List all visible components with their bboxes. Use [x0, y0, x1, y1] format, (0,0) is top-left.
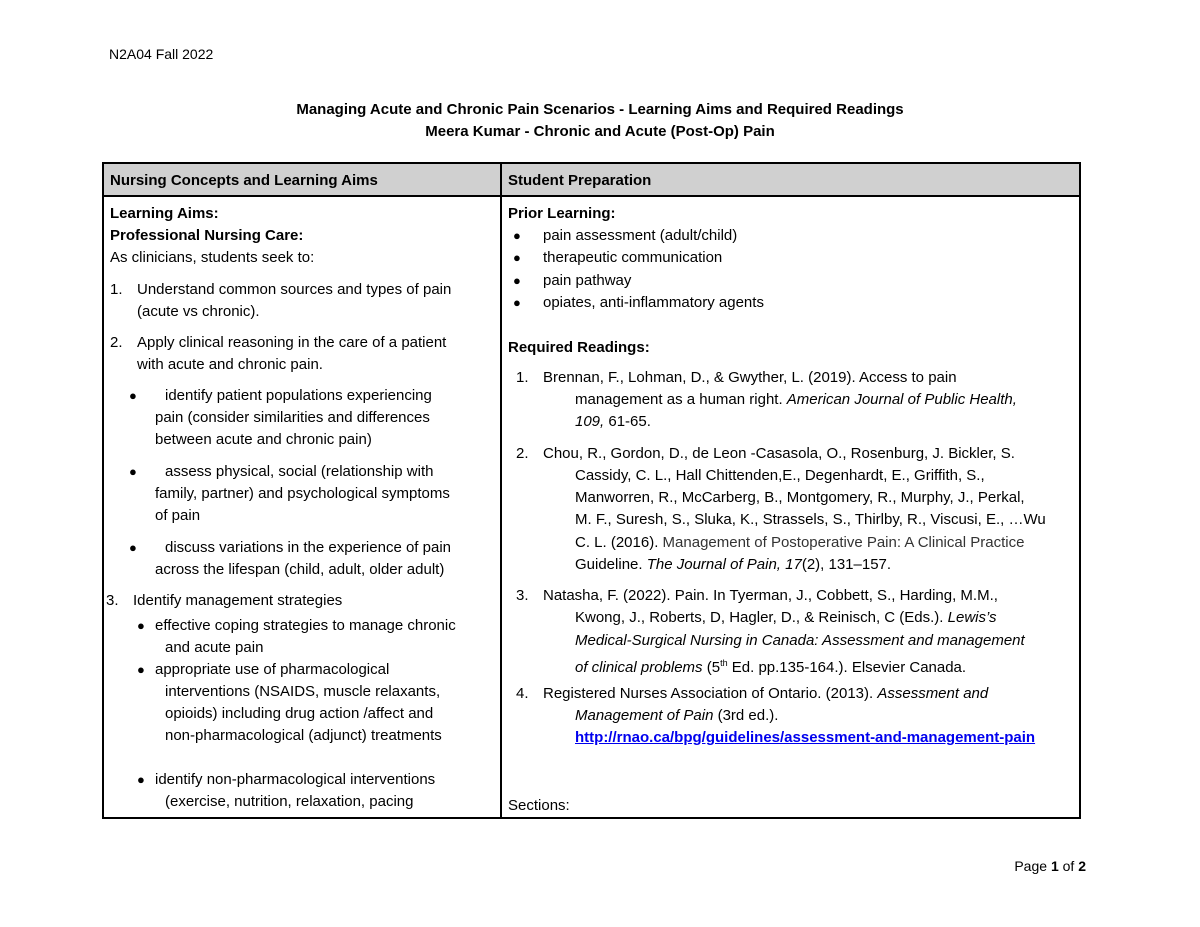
learning-aims-cell: [104, 197, 500, 817]
reading-3-number: 3.: [516, 587, 529, 604]
prior-item: pain pathway: [543, 272, 632, 289]
aim-2-number: 2.: [110, 334, 123, 351]
strategy-2-cont3: non-pharmacological (adjunct) treatments: [165, 727, 442, 744]
reading-4-text-cont: Management of Pain (3rd ed.).: [575, 707, 779, 724]
aim-2-text-cont: with acute and chronic pain.: [137, 356, 323, 373]
reading-3-text-cont2: Medical-Surgical Nursing in Canada: Assessment and management: [575, 632, 1025, 649]
reading-2-number: 2.: [516, 445, 529, 462]
sections-label: Sections:: [508, 797, 570, 814]
aim-2-bullet-1: identify patient populations experiencing: [165, 387, 432, 404]
aims-table: [102, 162, 1081, 819]
bullet-icon: ●: [137, 772, 145, 787]
reading-2-text-cont: Cassidy, C. L., Hall Chittenden,E., Degenhardt, E., Griffith, S.,: [575, 467, 985, 484]
strategy-3: identify non-pharmacological interventions: [155, 771, 436, 788]
course-code: N2A04 Fall 2022: [109, 46, 214, 62]
reading-1-text-cont: management as a human right. American Journal of Public Health,: [575, 391, 1017, 408]
strategy-3-cont: (exercise, nutrition, relaxation, pacing: [165, 793, 414, 810]
aim-1-number: 1.: [110, 281, 123, 298]
document-title: Managing Acute and Chronic Pain Scenarios - Learning Aims and Required Readings: [296, 101, 904, 118]
prior-item: therapeutic communication: [543, 249, 723, 266]
prior-item: pain assessment (adult/child): [543, 227, 738, 244]
learning-aims-heading: Learning Aims:: [110, 205, 219, 222]
professional-care-heading: Professional Nursing Care:: [110, 227, 304, 244]
bullet-icon: ●: [513, 273, 521, 288]
aim-2-bullet-3: discuss variations in the experience of pain: [165, 539, 451, 556]
aim-1-text-cont: (acute vs chronic).: [137, 303, 260, 320]
strategy-1-cont: and acute pain: [165, 639, 264, 656]
aim-2-bullet-1-cont: pain (consider similarities and differences: [155, 409, 430, 426]
aim-3-number: 3.: [106, 592, 119, 609]
reading-2-text-cont3: M. F., Suresh, S., Sluka, K., Strassels, S., Thirlby, R., Viscusi, E., …Wu: [575, 511, 1046, 528]
aims-intro: As clinicians, students seek to:: [110, 249, 315, 266]
reading-4-number: 4.: [516, 685, 529, 702]
rnao-guideline-link[interactable]: http://rnao.ca/bpg/guidelines/assessment-and-management-pain: [575, 729, 1036, 746]
reading-2-text-cont5: Guideline. The Journal of Pain, 17(2), 131–157.: [575, 556, 892, 573]
aim-2-text: Apply clinical reasoning in the care of a patient: [137, 334, 447, 351]
strategy-2: appropriate use of pharmacological: [155, 661, 390, 678]
reading-3-text-cont: Kwong, J., Roberts, D, Hagler, D., & Reinisch, C (Eds.). Lewis’s: [575, 609, 997, 626]
aim-2-bullet-2: assess physical, social (relationship with: [165, 463, 434, 480]
bullet-icon: ●: [129, 540, 137, 555]
reading-2-text-cont2: Manworren, R., McCarberg, B., Montgomery, R., Murphy, J., Perkal,: [575, 489, 1025, 506]
column-header-preparation: Student Preparation: [508, 172, 652, 189]
bullet-icon: ●: [129, 464, 137, 479]
reading-1-number: 1.: [516, 369, 529, 386]
aim-2-bullet-2-cont: family, partner) and psychological symptoms: [155, 485, 450, 502]
reading-1-text: Brennan, F., Lohman, D., & Gwyther, L. (2019). Access to pain: [543, 369, 957, 386]
bullet-icon: ●: [137, 618, 145, 633]
prior-learning-heading: Prior Learning:: [508, 205, 616, 222]
reading-1-text-cont2: 109, 61-65.: [575, 413, 651, 430]
required-readings-heading: Required Readings:: [508, 339, 650, 356]
table-header-row: [104, 164, 1079, 197]
strategy-2-cont: interventions (NSAIDS, muscle relaxants,: [165, 683, 441, 700]
aim-1-text: Understand common sources and types of pain: [137, 281, 452, 298]
column-header-concepts: Nursing Concepts and Learning Aims: [110, 172, 378, 189]
bullet-icon: ●: [513, 295, 521, 310]
aim-3-text: Identify management strategies: [133, 592, 343, 609]
student-preparation-cell: [502, 197, 1079, 817]
document-subtitle: Meera Kumar - Chronic and Acute (Post-Op) Pain: [425, 123, 775, 140]
aim-2-bullet-2-cont2: of pain: [155, 507, 201, 524]
prior-item: opiates, anti-inflammatory agents: [543, 294, 764, 311]
aim-2-bullet-1-cont2: between acute and chronic pain): [155, 431, 372, 448]
bullet-icon: ●: [137, 662, 145, 677]
reading-2-text-cont4: C. L. (2016). Management of Postoperative Pain: A Clinical Practice: [575, 534, 1025, 551]
reading-2-text: Chou, R., Gordon, D., de Leon -Casasola, O., Rosenburg, J. Bickler, S.: [543, 445, 1015, 462]
bullet-icon: ●: [513, 250, 521, 265]
strategy-2-cont2: opioids) including drug action /affect and: [165, 705, 434, 722]
reading-3-text-cont3: of clinical problems (5th Ed. pp.135-164.). Elsevier Canada.: [575, 658, 967, 676]
reading-3-text: Natasha, F. (2022). Pain. In Tyerman, J., Cobbett, S., Harding, M.M.,: [543, 587, 998, 604]
page-number: Page 1 of 2: [1014, 858, 1086, 874]
strategy-1: effective coping strategies to manage chronic: [155, 617, 456, 634]
bullet-icon: ●: [513, 228, 521, 243]
bullet-icon: ●: [129, 388, 137, 403]
aim-2-bullet-3-cont: across the lifespan (child, adult, older adult): [155, 561, 445, 578]
reading-4-text: Registered Nurses Association of Ontario. (2013). Assessment and: [543, 685, 989, 702]
